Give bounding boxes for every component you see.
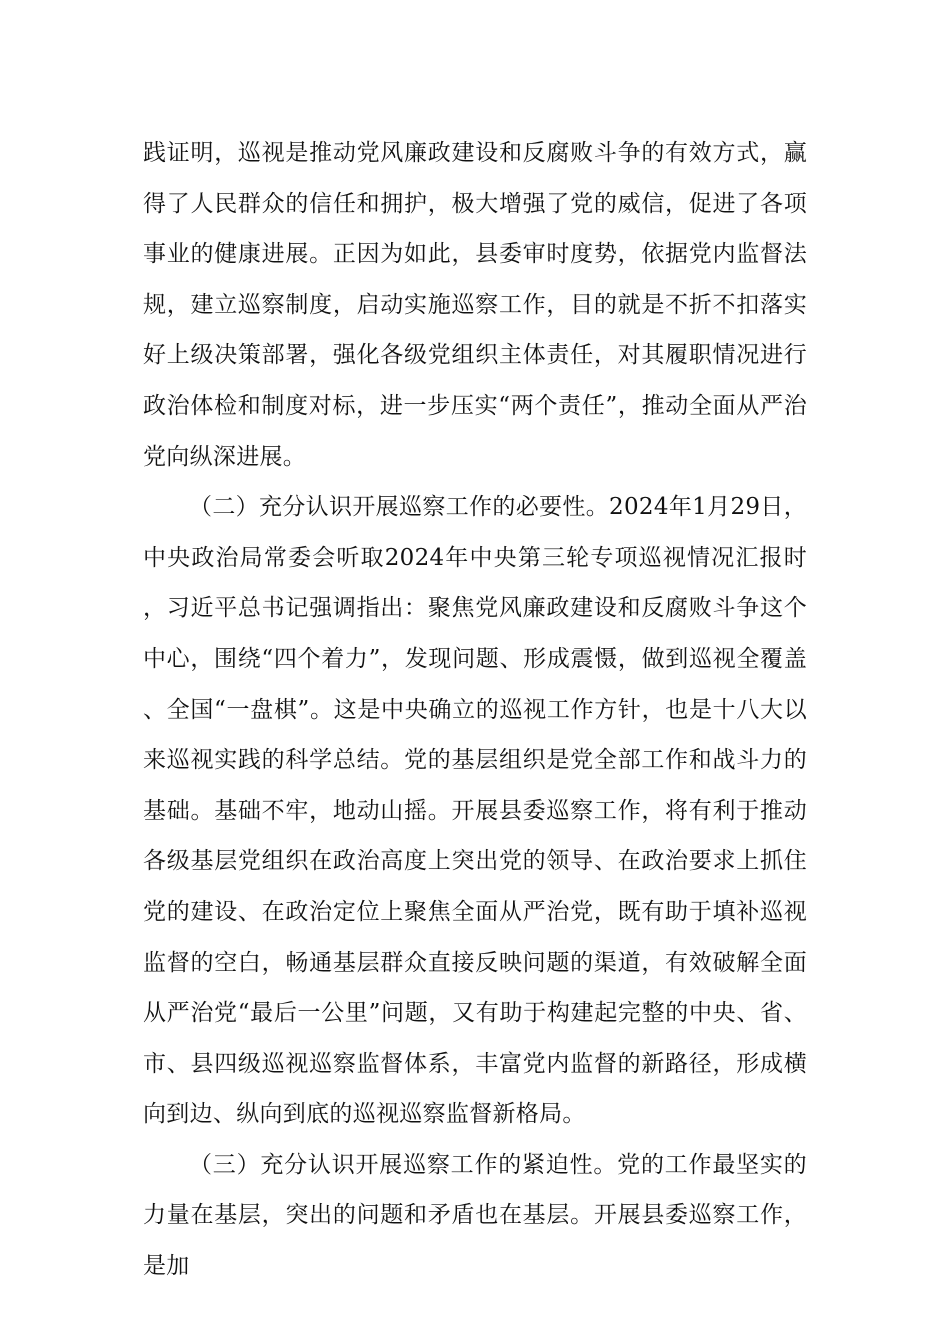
paragraph-urgency: （三）充分认识开展巡察工作的紧迫性。党的工作最坚实的力量在基层，突出的问题和矛盾也在基层。开展县委巡察工作，是加 <box>143 1151 807 1280</box>
document-body <box>143 128 807 1292</box>
paragraph-continuation: 践证明，巡视是推动党风廉政建设和反腐败斗争的有效方式，赢得了人民群众的信任和拥护，极大增强了党的威信，促进了各项事业的健康进展。正因为如此，县委审时度势，依据党内监督法规，建立巡察制度，启动实施巡察工作，目的就是不折不扣落实好上级决策部署，强化各级党组织主体责任，对其履职情况进行政治体检和制度对标，进一步压实“两个责任”，推动全面从严治党向纵深进展。 <box>143 140 807 470</box>
paragraph-necessity: （二）充分认识开展巡察工作的必要性。2024年1月29日，中央政治局常委会听取2024年中央第三轮专项巡视情况汇报时，习近平总书记强调指出：聚焦党风廉政建设和反腐败斗争这个中心，围绕“四个着力”，发现问题、形成震慑，做到巡视全覆盖、全国“一盘棋”。这是中央确立的巡视工作方针，也是十八大以来巡视实践的科学总结。党的基层组织是党全部工作和战斗力的基础。基础不牢，地动山摇。开展县委巡察工作，将有利于推动各级基层党组织在政治高度上突出党的领导、在政治要求上抓住党的建设、在政治定位上聚焦全面从严治党，既有助于填补巡视监督的空白，畅通基层群众直接反映问题的渠道，有效破解全面从严治党“最后一公里”问题，又有助于构建起完整的中央、省、市、县四级巡视巡察监督体系，丰富党内监督的新路径，形成横向到边、纵向到底的巡视巡察监督新格局。 <box>143 494 807 1128</box>
